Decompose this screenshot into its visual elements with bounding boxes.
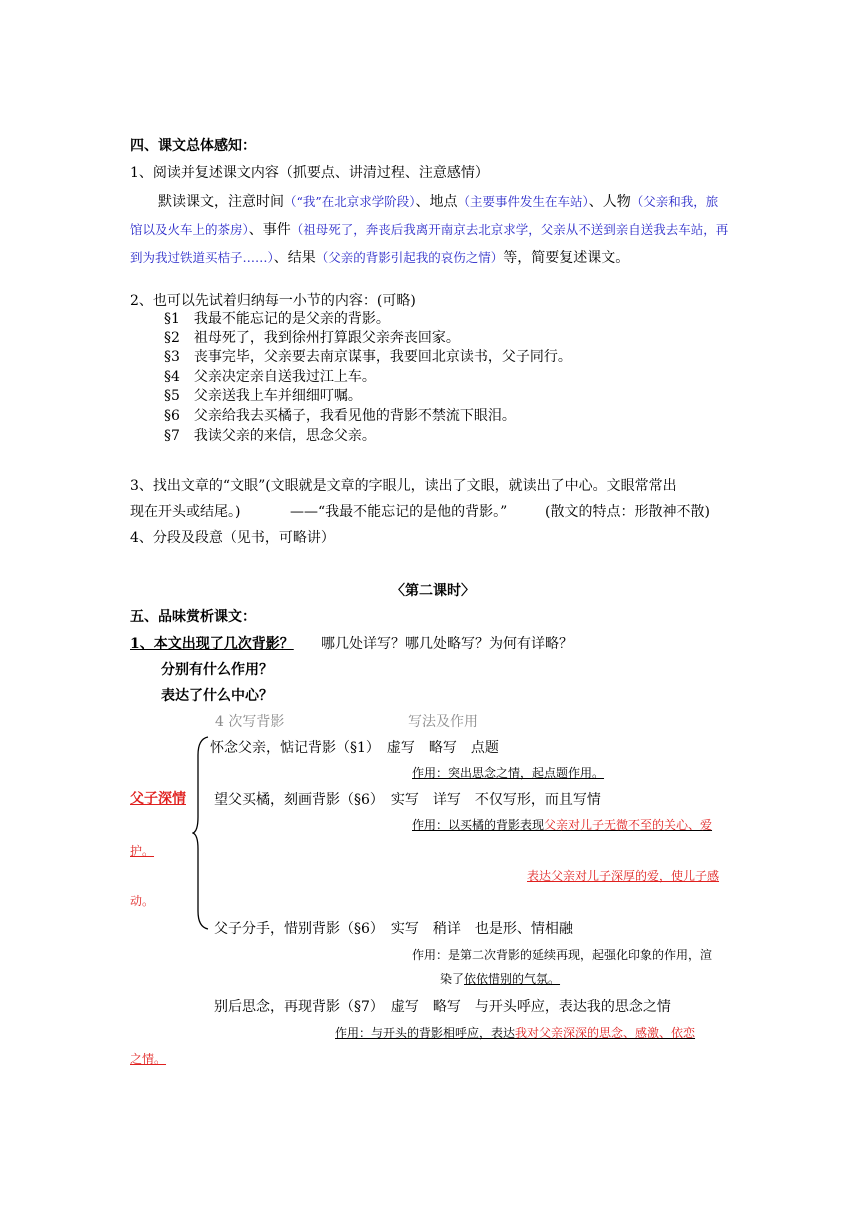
section-summary-1: §1 我最不能忘记的是父亲的背影。 xyxy=(164,311,390,327)
lesson-2-title: 〈第二课时〉 xyxy=(391,583,475,599)
p-text-1: 默读课文，注意时间 xyxy=(158,194,284,210)
p-text-3: 、人物 xyxy=(588,194,631,210)
back-4-note-a xyxy=(335,1024,695,1041)
section-summary-5: §5 父亲送我上车并细细叮嘱。 xyxy=(164,388,362,404)
p-note-people: （父亲和我，旅馆以及火车上的茶房） xyxy=(130,194,719,237)
p-note-place: （主要事件发生在车站） xyxy=(457,194,589,209)
column-header-backs: 4 次写背影 xyxy=(215,714,285,730)
back-2-note-e: 动。 xyxy=(130,894,155,908)
section-5-heading: 五、品味赏析课文： xyxy=(130,609,256,625)
item-3-line-1: 3、找出文章的“文眼”(文眼就是文章的字眼儿，读出了文眼，就读出了中心。文眼常常出 xyxy=(130,478,677,494)
section-summary-4: §4 父亲决定亲自送我过江上车。 xyxy=(164,369,376,385)
item-3-line-2a: 现在开头或结尾。) xyxy=(130,504,241,520)
back-3-row: 父子分手，惜别背影（§6） 实写 稍详 也是形、情相融 xyxy=(214,921,573,937)
section-summary-3: §3 丧事完毕，父亲要去南京谋事，我要回北京读书，父子同行。 xyxy=(164,349,572,365)
item-2: 2、也可以先试着归纳每一小节的内容：(可略) xyxy=(130,293,416,309)
p-text-2: 、地点 xyxy=(415,194,458,210)
section-summary-7: §7 我读父亲的来信，思念父亲。 xyxy=(164,428,376,444)
back-4-note-c: 之情。 xyxy=(130,1052,167,1066)
item-3-line-2c: (散文的特点：形散神不散) xyxy=(545,504,710,520)
back-1-row: 怀念父亲，惦记背影（§1） 虚写 略写 点题 xyxy=(210,740,499,756)
item-4: 4、分段及段意（见书，可略讲） xyxy=(130,530,335,546)
section-summary-6: §6 父亲给我去买橘子，我看见他的背影不禁流下眼泪。 xyxy=(164,408,516,424)
column-header-method: 写法及作用 xyxy=(408,714,478,730)
question-3: 表达了什么中心？ xyxy=(161,688,273,704)
p-note-time: （“我”在北京求学阶段） xyxy=(284,194,416,209)
item-3-line-2b: ——“我最不能忘记的是他的背影。” xyxy=(290,504,508,520)
back-2-note-d: 表达父亲对儿子深厚的爱，使儿子感 xyxy=(527,869,720,883)
question-1: 1、本文出现了几次背影？ xyxy=(130,636,294,652)
section-4-heading: 四、课文总体感知： xyxy=(130,138,256,154)
back-2-note-c: 护。 xyxy=(130,844,155,858)
back-4-note-emphasis: 我对父亲深深的思念、感激、依恋 xyxy=(515,1026,696,1040)
brace xyxy=(192,735,210,931)
center-label: 父子深情 xyxy=(130,791,186,807)
back-3-note-a: 作用：是第二次背影的延续再现，起强化印象的作用，渲 xyxy=(412,948,713,962)
back-2-note-emphasis: 父亲对儿子无微不至的关心、爱 xyxy=(544,818,713,832)
p-note-event: （祖母死了，奔丧后我离开南京去北京求学，父亲从不送到亲自送我去车站，再到为我过铁道买桔子……） xyxy=(130,222,729,265)
section-summary-2: §2 祖母死了，我到徐州打算跟父亲奔丧回家。 xyxy=(164,330,460,346)
p-note-result: （父亲的背影引起我的哀伤之情） xyxy=(315,250,504,265)
back-4-note-prefix: 作用：与开头的背影相呼应，表达 xyxy=(335,1026,516,1040)
question-2: 分别有什么作用？ xyxy=(161,662,273,678)
back-1-note: 作用：突出思念之情，起点题作用。 xyxy=(412,766,605,780)
p-text-5: 、结果 xyxy=(273,250,316,266)
back-4-row: 别后思念，再现背影（§7） 虚写 略写 与开头呼应，表达我的思念之情 xyxy=(214,999,671,1015)
back-3-note-emphasis: 依依惜别的气氛。 xyxy=(464,972,561,986)
question-1-detail: 哪几处详写？哪几处略写？为何有详略？ xyxy=(321,636,573,652)
p-text-6: 等，简要复述课文。 xyxy=(503,250,630,266)
back-3-note-b xyxy=(440,970,560,987)
retell-paragraph xyxy=(130,188,730,272)
back-2-note-a xyxy=(412,816,712,833)
back-2-row: 望父买橘，刻画背影（§6） 实写 详写 不仅写形，而且写情 xyxy=(214,792,601,808)
back-2-note-prefix: 作用：以买橘的背影表现 xyxy=(412,818,545,832)
back-3-note-prefix: 染了 xyxy=(440,972,465,986)
item-1: 1、阅读并复述课文内容（抓要点、讲清过程、注意感情） xyxy=(130,165,489,181)
p-text-4: 、事件 xyxy=(248,222,291,238)
